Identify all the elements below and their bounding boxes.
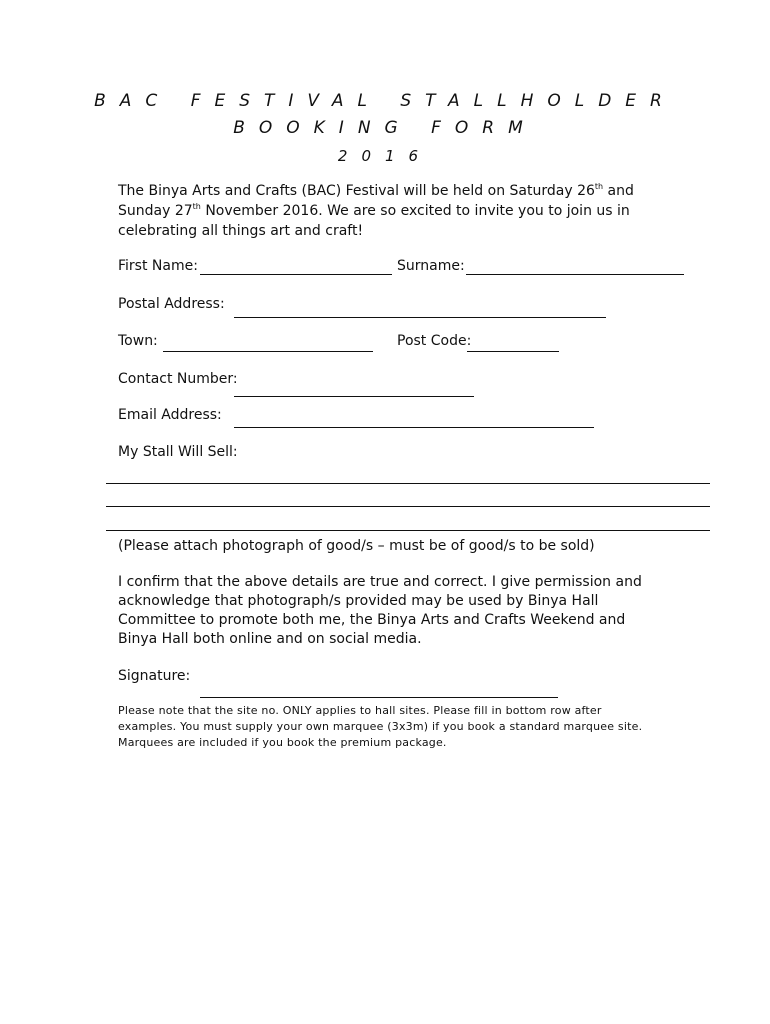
surname-field[interactable] [466, 274, 684, 275]
first-name-field[interactable] [200, 274, 392, 275]
confirmation-paragraph: I confirm that the above details are true and correct. I give permission and acknowledge that photograph/s provided may be used by Binya Hall Committee to promote both me, the Binya Arts and Crafts Weekend and Binya Hall both online and on social media. [118, 574, 642, 647]
post-code-label: Post Code: [397, 333, 472, 349]
photo-note: (Please attach photograph of good/s – must be of good/s to be sold) [118, 538, 595, 554]
intro-sup-1: th [594, 182, 604, 191]
intro-text-1: The Binya Arts and Crafts (BAC) Festival will be held on Saturday 26 [118, 183, 595, 199]
town-field[interactable] [163, 351, 373, 352]
surname-label: Surname: [397, 258, 465, 274]
stall-sell-line-3[interactable] [106, 530, 710, 531]
email-address-field[interactable] [234, 427, 594, 428]
stall-sell-label: My Stall Will Sell: [118, 444, 238, 460]
intro-text-3: November 2016. We are so excited to invite you to join us in celebrating all things art and craft! [118, 203, 630, 239]
postal-address-label: Postal Address: [118, 296, 225, 312]
form-title-line-2: BOOKING FORM [233, 118, 537, 138]
email-address-label: Email Address: [118, 407, 222, 423]
intro-sup-2: th [192, 202, 201, 211]
contact-number-field[interactable] [234, 396, 474, 397]
signature-field[interactable] [200, 697, 558, 698]
contact-number-label: Contact Number: [118, 371, 238, 387]
intro-text-2: and Sunday 27 [118, 183, 634, 219]
town-label: Town: [118, 333, 158, 349]
stall-sell-line-1[interactable] [106, 483, 710, 484]
site-note: Please note that the site no. ONLY applies to hall sites. Please fill in bottom row after examples. You must supply your own marquee (3x3m) if you book a standard marquee site. Marquees are included if you book the premium package. [118, 704, 643, 749]
postal-address-field[interactable] [234, 317, 606, 318]
post-code-field[interactable] [467, 351, 559, 352]
form-year: 2016 [337, 147, 433, 165]
first-name-label: First Name: [118, 258, 198, 274]
form-title-line-1: BAC FESTIVAL STALLHOLDER [94, 91, 676, 111]
intro-paragraph [118, 181, 658, 241]
signature-label: Signature: [118, 668, 191, 684]
stall-sell-line-2[interactable] [106, 506, 710, 507]
